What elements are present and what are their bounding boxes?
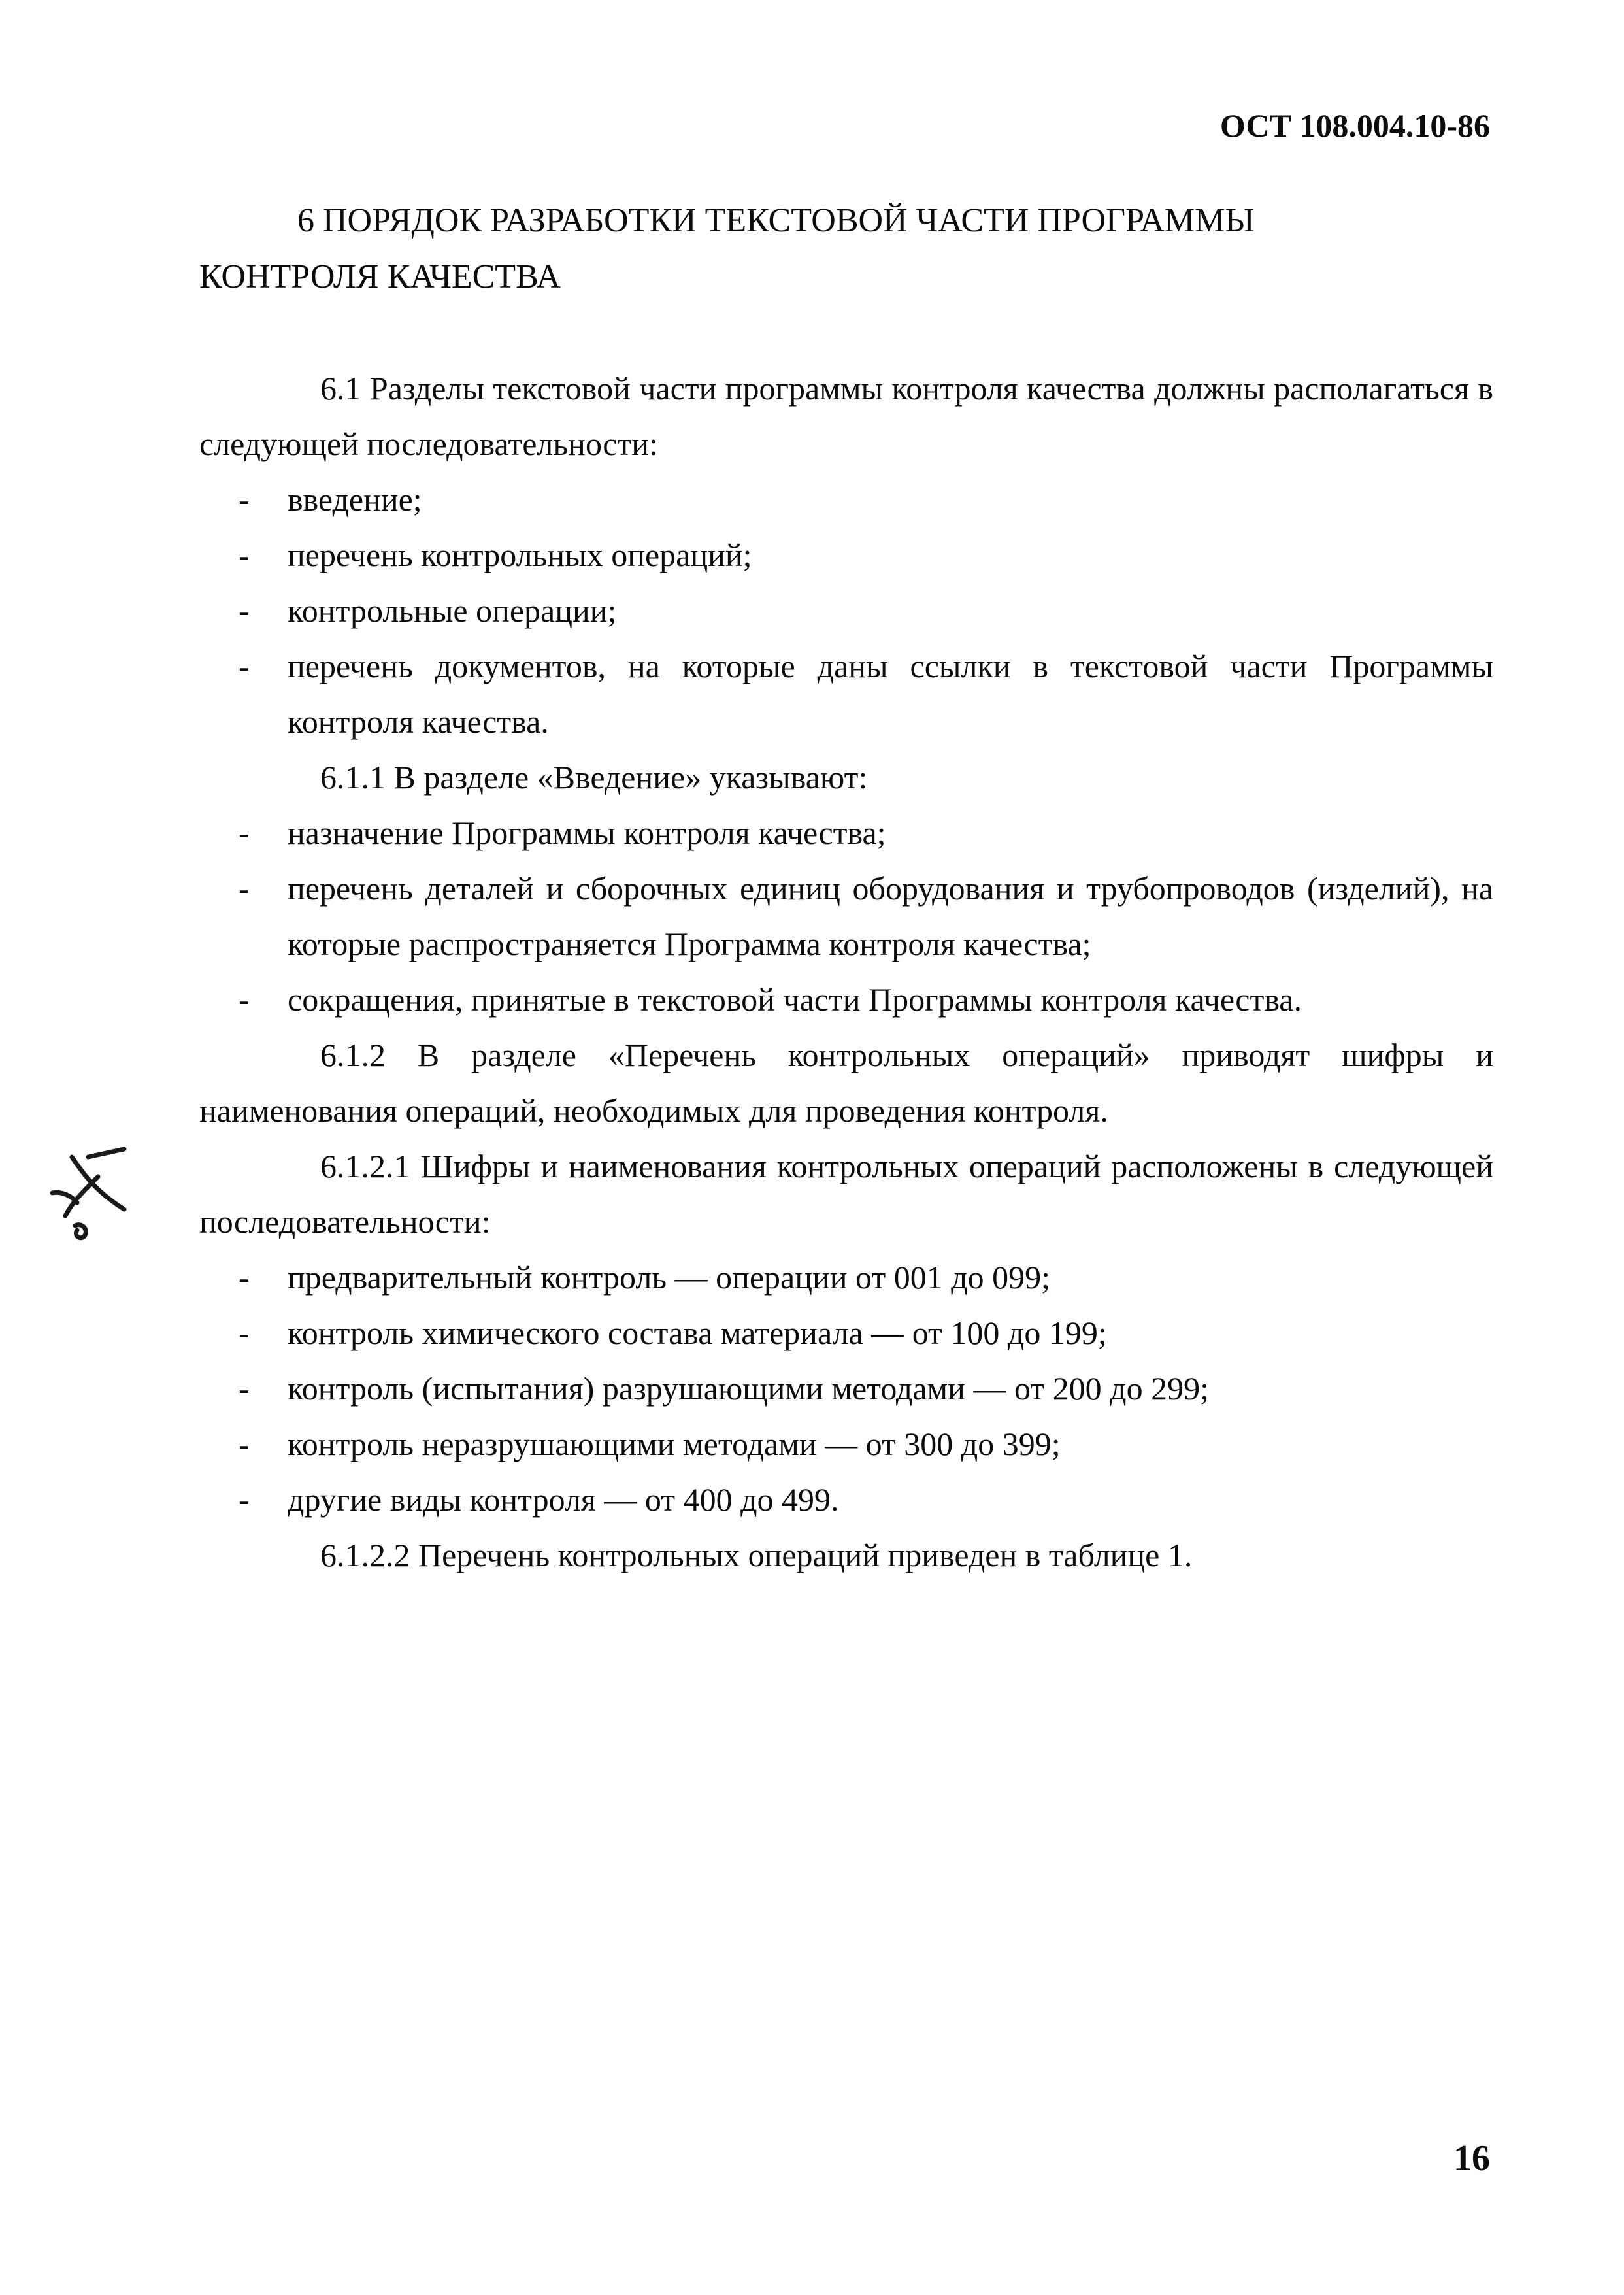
list-item-text: сокращения, принятые в текстовой части Программы контроля качества. [288, 981, 1302, 1018]
list-item [199, 1361, 1493, 1416]
list-marker: - [239, 1370, 250, 1407]
list-item-text: перечень деталей и сборочных единиц оборудования и трубопроводов (изделий), на которые распространяется Программа контроля качества; [288, 870, 1493, 962]
list-marker: - [239, 648, 250, 684]
paragraph: 6.1 Разделы текстовой части программы контроля качества должны располагаться в следующей последовательности: [199, 370, 1493, 462]
list-item [199, 1416, 1493, 1472]
list-item-text: контрольные операции; [288, 592, 617, 629]
page-number: 16 [1453, 2138, 1490, 2179]
list-marker: - [239, 1315, 250, 1351]
list-marker: - [239, 814, 250, 851]
list-item [199, 1250, 1493, 1305]
paragraph: 6.1.1 В разделе «Введение» указывают: [320, 759, 868, 796]
paragraph: 6.1.2.1 Шифры и наименования контрольных операций расположены в следующей последовательности: [199, 1148, 1493, 1240]
document-code: ОСТ 108.004.10-86 [1219, 107, 1490, 144]
paragraph: 6.1.2 В разделе «Перечень контрольных операций» приводят шифры и наименования операций, необходимых для проведения контроля. [199, 1037, 1493, 1129]
list-marker: - [239, 537, 250, 573]
list-item [199, 1305, 1493, 1361]
document-body [199, 361, 1493, 1583]
list-marker: - [239, 870, 250, 907]
list-item-text: контроль химического состава материала — от 100 до 199; [288, 1315, 1107, 1351]
list-item-text: контроль (испытания) разрушающими методами — от 200 до 299; [288, 1370, 1209, 1407]
list-item-text: перечень документов, на которые даны ссылки в текстовой части Программы контроля качества. [288, 648, 1493, 740]
list-item [199, 861, 1493, 972]
list-item [199, 583, 1493, 639]
list-marker: - [239, 1481, 250, 1518]
list-item [199, 972, 1493, 1028]
list-marker: - [239, 592, 250, 629]
list-item-text: предварительный контроль — операции от 001 до 099; [288, 1259, 1051, 1296]
list-item [199, 472, 1493, 528]
section-title: 6 ПОРЯДОК РАЗРАБОТКИ ТЕКСТОВОЙ ЧАСТИ ПРОГРАММЫ КОНТРОЛЯ КАЧЕСТВА [199, 202, 1255, 295]
list-marker: - [239, 481, 250, 518]
list-item-text: назначение Программы контроля качества; [288, 814, 886, 851]
list-marker: - [239, 981, 250, 1018]
list-item-text: перечень контрольных операций; [288, 537, 752, 573]
list-item [199, 805, 1493, 861]
list-item [199, 639, 1493, 750]
list-item [199, 528, 1493, 583]
list-item-text: введение; [288, 481, 422, 518]
list-marker: - [239, 1259, 250, 1296]
list-item [199, 1472, 1493, 1528]
list-item-text: другие виды контроля — от 400 до 499. [288, 1481, 839, 1518]
list-item-text: контроль неразрушающими методами — от 300 до 399; [288, 1426, 1061, 1462]
paragraph: 6.1.2.2 Перечень контрольных операций приведен в таблице 1. [320, 1537, 1193, 1573]
list-marker: - [239, 1426, 250, 1462]
handwritten-mark-icon [26, 1131, 150, 1255]
